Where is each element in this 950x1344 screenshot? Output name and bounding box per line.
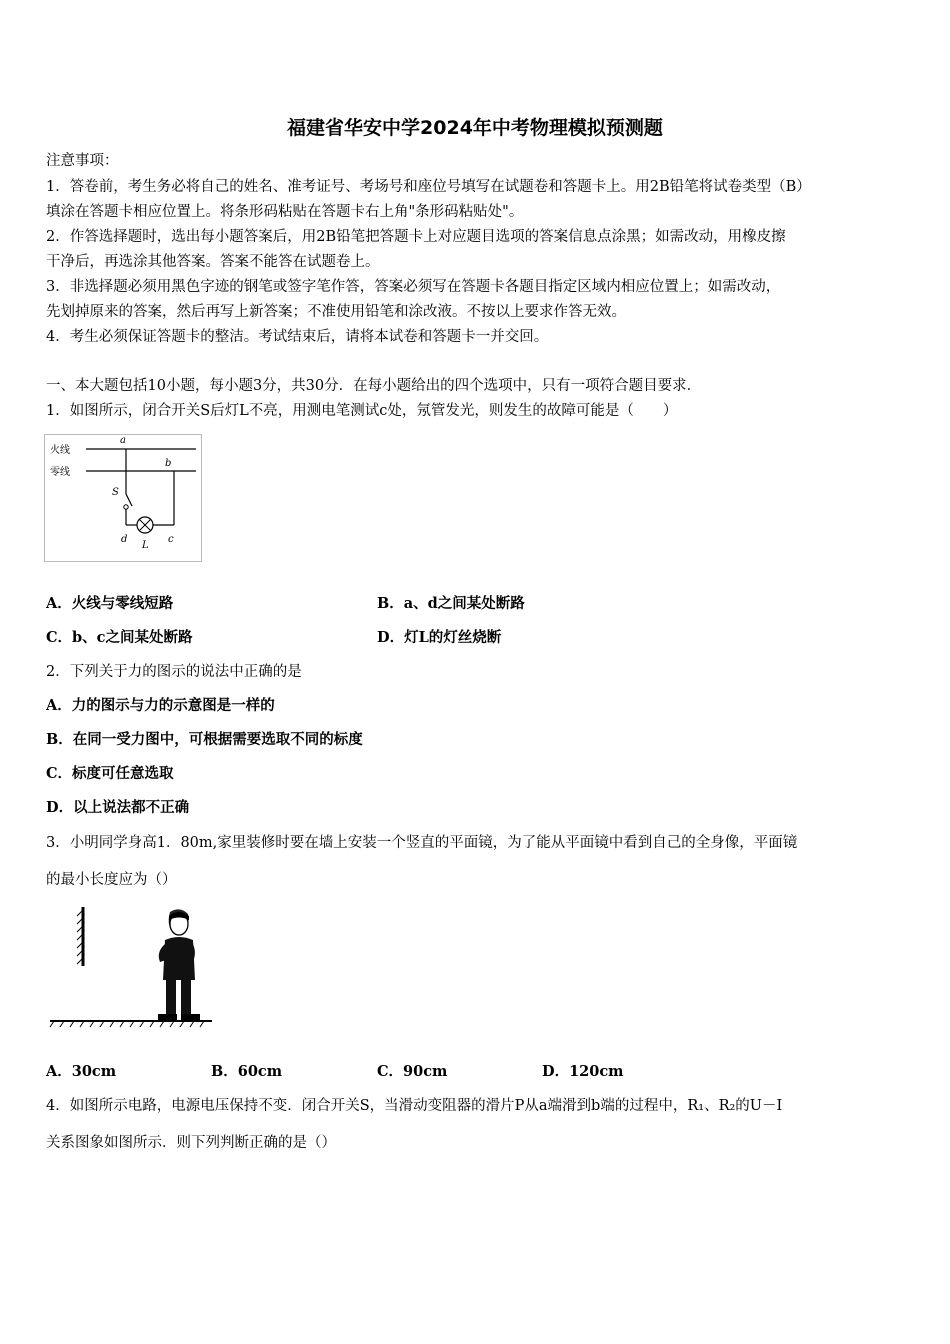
q4-stem-continued: 关系图象如图所示．则下列判断正确的是（） (46, 1135, 336, 1151)
notice-line: 干净后，再选涂其他答案。答案不能答在试题卷上。 (46, 254, 380, 270)
q4-stem: 4．如图所示电路，电源电压保持不变．闭合开关S，当滑动变阻器的滑片P从a端滑到b端的过程中，R₁、R₂的U－I (46, 1098, 783, 1114)
notice-line: 4．考生必须保证答题卡的整洁。考试结束后，请将本试卷和答题卡一并交回。 (46, 329, 549, 345)
lamp-l-label: L (142, 540, 149, 551)
page-title: 福建省华安中学2024年中考物理模拟预测题 (287, 117, 663, 139)
notice-heading: 注意事项： (46, 153, 119, 169)
q3-mirror-figure (46, 904, 216, 1032)
notice-line: 先划掉原来的答案，然后再写上新答案；不准使用铅笔和涂改液。不按以上要求作答无效。 (46, 304, 626, 320)
q1-option-c[interactable]: C．b、c之间某处断路 (46, 629, 193, 646)
section-heading: 一、本大题包括10小题，每小题3分，共30分．在每小题给出的四个选项中，只有一项符合题目要求． (46, 378, 702, 394)
point-d-label: d (121, 534, 128, 545)
q1-circuit-diagram (44, 434, 202, 562)
q2-stem: 2．下列关于力的图示的说法中正确的是 (46, 664, 302, 680)
live-wire-label: 火线 (50, 445, 70, 456)
notice-line: 填涂在答题卡相应位置上。将条形码粘贴在答题卡右上角"条形码粘贴处"。 (46, 204, 524, 220)
q3-stem: 3．小明同学身高1．80m,家里装修时要在墙上安装一个竖直的平面镜，为了能从平面镜中看到自己的全身像，平面镜 (46, 835, 798, 851)
q2-option-c[interactable]: C．标度可任意选取 (46, 765, 174, 782)
q2-option-d[interactable]: D．以上说法都不正确 (46, 799, 190, 816)
q3-option-b[interactable]: B．60cm (211, 1063, 283, 1080)
person (158, 909, 200, 1020)
floor (50, 1021, 212, 1027)
notice-line: 3．非选择题必须用黑色字迹的钢笔或签字笔作答，答案必须写在答题卡各题目指定区域内相应位置上；如需改动， (46, 279, 781, 295)
q2-option-a[interactable]: A．力的图示与力的示意图是一样的 (46, 697, 275, 714)
notice-line: 2．作答选择题时，选出每小题答案后，用2B铅笔把答题卡上对应题目选项的答案信息点涂黑；如需改动，用橡皮擦 (46, 229, 786, 245)
q1-option-b[interactable]: B．a、d之间某处断路 (377, 595, 525, 612)
q2-option-b[interactable]: B．在同一受力图中，可根据需要选取不同的标度 (46, 731, 363, 748)
q3-option-a[interactable]: A．30cm (46, 1063, 117, 1080)
point-c-label: c (168, 534, 174, 545)
q1-stem: 1．如图所示，闭合开关S后灯L不亮，用测电笔测试c处，氖管发光，则发生的故障可能是（ ） (46, 403, 678, 419)
q1-option-a[interactable]: A．火线与零线短路 (46, 595, 174, 612)
wall-mirror (77, 907, 83, 966)
neutral-wire-label: 零线 (50, 467, 70, 478)
q1-option-d[interactable]: D．灯L的灯丝烧断 (377, 629, 502, 646)
point-a-label: a (120, 435, 126, 446)
point-b-label: b (165, 458, 172, 469)
q3-option-c[interactable]: C．90cm (377, 1063, 448, 1080)
switch-s (126, 494, 132, 506)
switch-s-label: S (112, 487, 119, 498)
q3-option-d[interactable]: D．120cm (542, 1063, 624, 1080)
q3-stem-continued: 的最小长度应为（） (46, 872, 177, 888)
notice-line: 1．答卷前，考生务必将自己的姓名、准考证号、考场号和座位号填写在试题卷和答题卡上。用2B铅笔将试卷类型（B） (46, 179, 811, 195)
